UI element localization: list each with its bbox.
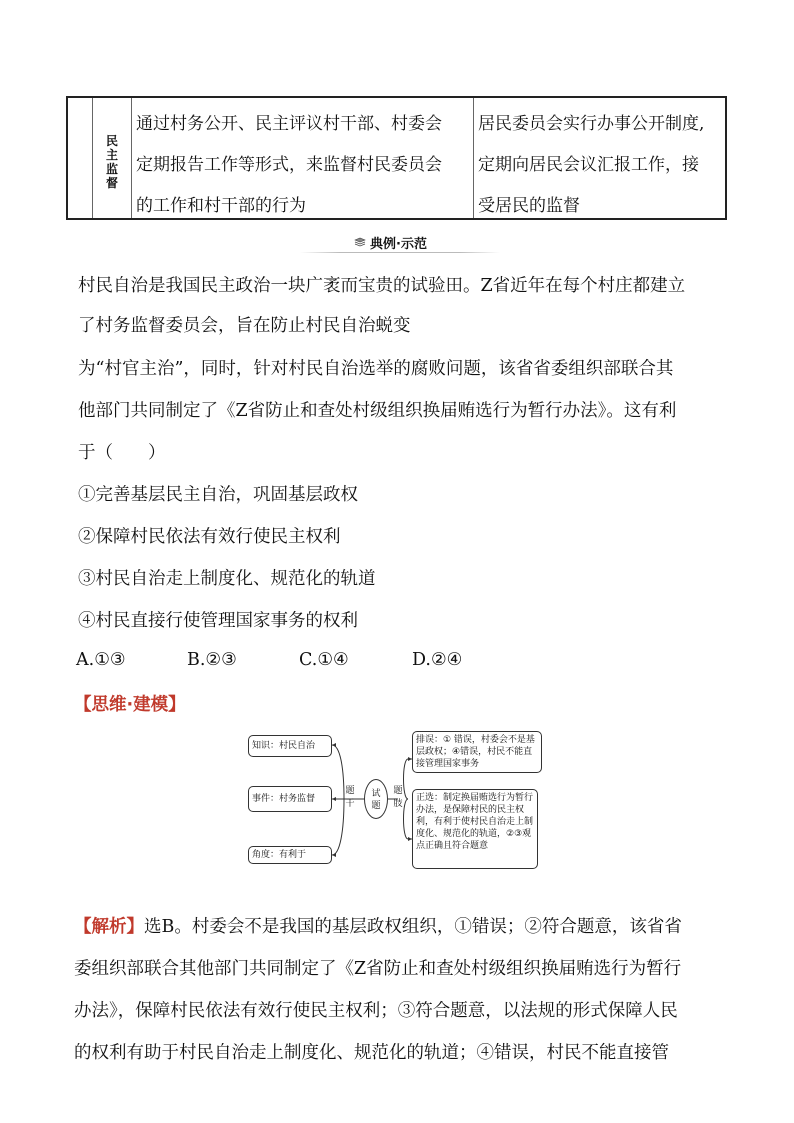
- analysis-line: 的权利有助于村民自治走上制度化、规范化的轨道；④错误，村民不能直接管: [74, 1043, 669, 1063]
- choice-a: A.①③: [76, 650, 126, 670]
- comparison-table: [66, 96, 727, 220]
- residents-cell: [474, 98, 725, 218]
- option-item: ③村民自治走上制度化、规范化的轨道: [78, 569, 376, 589]
- residents-line: 定期向居民会议汇报工作，接: [478, 155, 699, 175]
- book-icon: [354, 237, 366, 248]
- question-line: 了村务监督委员会，旨在防止村民自治蜕变: [78, 316, 411, 336]
- mm-center: 试题: [364, 779, 388, 819]
- choice-c: C.①④: [299, 650, 349, 670]
- mm-correct: 正选：制定换届贿选行为暂行办法，是保障村民的民主权利，有利于使村民自治走上制度化、规范化的轨道，②③观点正确且符合题意: [412, 789, 538, 869]
- mm-angle: 角度：有利于: [248, 846, 332, 864]
- option-item: ④村民直接行使管理国家事务的权利: [78, 611, 358, 631]
- residents-line: 受居民的监督: [478, 196, 580, 216]
- table-row-label-cell: [93, 98, 132, 218]
- thinking-heading: 【思维·建模】: [74, 695, 186, 715]
- mm-knowledge: 知识：村民自治: [248, 735, 332, 757]
- mm-event: 事件：村务监督: [248, 786, 332, 812]
- question-line: 村民自治是我国民主政治一块广袤而宝贵的试验田。Z省近年在每个村庄都建立: [78, 276, 686, 296]
- section-header: [354, 233, 427, 252]
- question-line: 为“村官主治”，同时，针对村民自治选举的腐败问题，该省省委组织部联合其: [78, 359, 674, 379]
- table-blank-cell: [68, 98, 93, 218]
- analysis-line: [74, 913, 724, 938]
- village-cell: [132, 98, 474, 218]
- mm-options-label: 题肢: [393, 786, 403, 809]
- choice-b: B.②③: [187, 650, 237, 670]
- village-line: 通过村务公开、民主评议村干部、村委会: [136, 114, 442, 134]
- analysis-tag: 【解析】: [74, 917, 144, 937]
- village-line: 的工作和村干部的行为: [136, 196, 306, 216]
- option-item: ②保障村民依法有效行使民主权利: [78, 527, 341, 547]
- option-item: ①完善基层民主自治，巩固基层政权: [78, 485, 358, 505]
- analysis-line: 办法》，保障村民依法有效行使民主权利；③符合题意，以法规的形式保障人民: [74, 1001, 678, 1021]
- section-title: 典例·示范: [370, 237, 427, 252]
- section-divider: [300, 252, 500, 253]
- choice-d: D.②④: [412, 650, 463, 670]
- question-line: 于（ ）: [78, 443, 166, 463]
- analysis-line: 委组织部联合其他部门共同制定了《Z省防止和查处村级组织换届贿选行为暂行: [74, 959, 682, 979]
- question-line: 他部门共同制定了《Z省防止和查处村级组织换届贿选行为暂行办法》。这有利: [78, 401, 677, 421]
- analysis-text: 选B。村委会不是我国的基层政权组织，①错误；②符合题意，该省省: [144, 917, 682, 937]
- residents-line: 居民委员会实行办事公开制度,: [478, 114, 705, 134]
- village-line: 定期报告工作等形式，来监督村民委员会: [136, 155, 442, 175]
- mm-stem-label: 题干: [345, 786, 355, 809]
- row-label: 民主监督: [105, 134, 118, 190]
- mm-exclude: 排误：① 错误，村委会不是基层政权；④错误，村民不能直接管理国家事务: [412, 731, 542, 773]
- mind-map: [248, 727, 548, 872]
